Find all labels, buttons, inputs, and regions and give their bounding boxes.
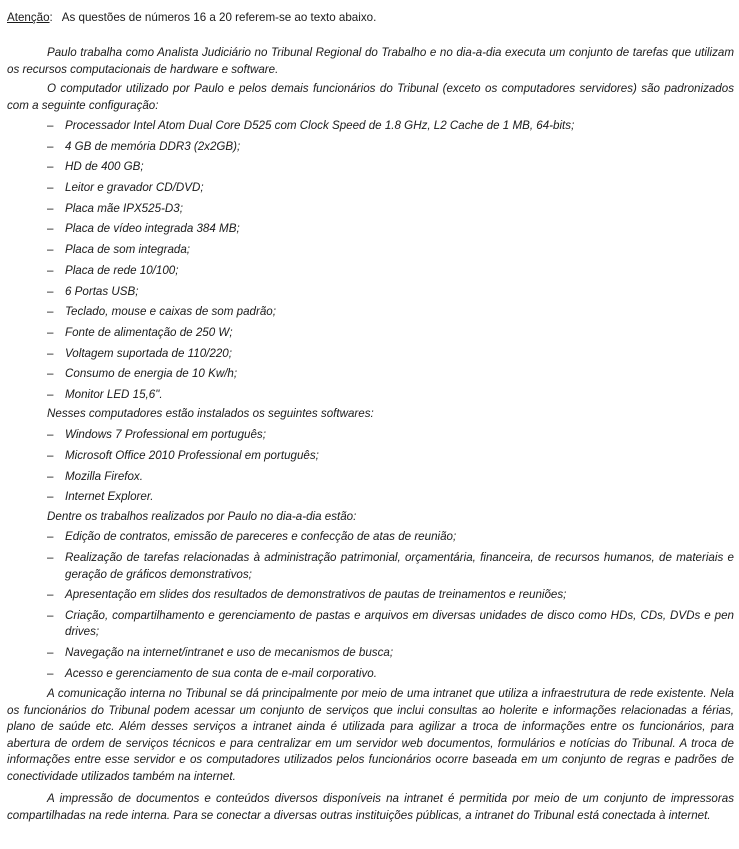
attention-label: Atenção	[7, 11, 50, 24]
list-item: – Placa mãe IPX525-D3;	[7, 201, 734, 218]
list-item: – Placa de vídeo integrada 384 MB;	[7, 221, 734, 238]
passage-body	[7, 45, 734, 824]
tasks-intro: Dentre os trabalhos realizados por Paulo no dia-a-dia estão:	[47, 509, 357, 523]
list-item: – Windows 7 Professional em português;	[7, 427, 734, 444]
paragraph-intranet: A comunicação interna no Tribunal se dá principalmente por meio de uma intranet que utiliza a infraestrutura de rede existente. Nela os funcionários do Tribunal podem acessar um conjunto de serviços que inclui consultas ao holerite e informações relacionadas a férias, plano de saúde etc. Além desses serviços a intranet ainda é utilizada para agilizar a troca de informações entre os funcionários, para abertura de ordem de serviços técnicos e para centralizar em um servidor web documentos, formulários e notícias do Tribunal. A troca de informações entre esse servidor e os computadores utilizados pelos funcionários ocorre baseada em um conjunto de regras e padrões de conectividade utilizados também na internet.	[7, 687, 734, 783]
software-intro: Nesses computadores estão instalados os seguintes softwares:	[47, 407, 374, 421]
list-item: – Consumo de energia de 10 Kw/h;	[7, 366, 734, 383]
list-item: – HD de 400 GB;	[7, 159, 734, 176]
dash-bullet: –	[47, 263, 54, 277]
list-item: – Monitor LED 15,6".	[7, 387, 734, 404]
list-item: – Voltagem suportada de 110/220;	[7, 346, 734, 363]
paragraph-printing: A impressão de documentos e conteúdos diversos disponíveis na intranet é permitida por meio de um conjunto de impressoras compartilhadas na rede interna. Para se conectar a diversas outras instituições públicas, a intranet do Tribunal está conectada à internet.	[7, 792, 734, 822]
dash-bullet: –	[47, 346, 54, 360]
list-item: – Leitor e gravador CD/DVD;	[7, 180, 734, 197]
dash-bullet: –	[47, 588, 54, 602]
dash-bullet: –	[47, 387, 54, 401]
list-item: – Microsoft Office 2010 Professional em português;	[7, 448, 734, 465]
list-item: – Processador Intel Atom Dual Core D525 com Clock Speed de 1.8 GHz, L2 Cache de 1 MB, 64-bits;	[7, 118, 734, 135]
dash-bullet: –	[47, 428, 54, 442]
dash-bullet: –	[47, 201, 54, 215]
dash-bullet: –	[47, 646, 54, 660]
software-list	[7, 427, 734, 506]
dash-bullet: –	[47, 222, 54, 236]
list-item: – Criação, compartilhamento e gerenciamento de pastas e arquivos em diversas unidades de disco como HDs, CDs, DVDs e pen drives;	[47, 608, 734, 639]
dash-bullet: –	[47, 305, 54, 319]
dash-bullet: –	[47, 469, 54, 483]
list-item: – Placa de som integrada;	[7, 242, 734, 259]
hardware-list	[7, 118, 734, 403]
dash-bullet: –	[47, 243, 54, 257]
dash-bullet: –	[47, 608, 54, 622]
list-item: – Fonte de alimentação de 250 W;	[7, 325, 734, 342]
dash-bullet: –	[47, 325, 54, 339]
dash-bullet: –	[47, 530, 54, 544]
list-item: – Realização de tarefas relacionadas à administração patrimonial, orçamentária, financeira, de recursos humanos, de materiais e geração de gráficos demonstrativos;	[47, 551, 734, 581]
attention-note	[7, 10, 734, 26]
list-item: – Mozilla Firefox.	[7, 469, 734, 486]
dash-bullet: –	[47, 181, 54, 195]
paragraph-configuration: O computador utilizado por Paulo e pelos demais funcionários do Tribunal (exceto os computadores servidores) são padronizados com a seguinte configuração:	[7, 82, 734, 112]
attention-text: As questões de números 16 a 20 referem-se ao texto abaixo.	[61, 11, 377, 24]
dash-bullet: –	[47, 139, 54, 153]
list-item: – Acesso e gerenciamento de sua conta de e-mail corporativo.	[7, 666, 734, 683]
dash-bullet: –	[47, 551, 54, 565]
list-item: – Apresentação em slides dos resultados de demonstrativos de pautas de treinamentos e reuniões;	[7, 587, 734, 604]
dash-bullet: –	[47, 666, 54, 680]
list-item: – 6 Portas USB;	[7, 284, 734, 301]
dash-bullet: –	[47, 284, 54, 298]
list-item: – Internet Explorer.	[7, 489, 734, 506]
attention-colon: :	[49, 11, 53, 24]
dash-bullet: –	[47, 119, 54, 132]
dash-bullet: –	[47, 448, 54, 462]
list-item: – 4 GB de memória DDR3 (2x2GB);	[7, 139, 734, 156]
tasks-list	[7, 529, 734, 682]
dash-bullet: –	[47, 160, 54, 174]
list-item: – Placa de rede 10/100;	[7, 263, 734, 280]
list-item: – Navegação na internet/intranet e uso de mecanismos de busca;	[7, 645, 734, 662]
list-item: – Edição de contratos, emissão de pareceres e confecção de atas de reunião;	[7, 529, 734, 546]
list-item: – Teclado, mouse e caixas de som padrão;	[7, 304, 734, 321]
dash-bullet: –	[47, 490, 54, 504]
paragraph-intro: Paulo trabalha como Analista Judiciário no Tribunal Regional do Trabalho e no dia-a-dia executa um conjunto de tarefas que utilizam os recursos computacionais de hardware e software.	[7, 46, 734, 76]
dash-bullet: –	[47, 367, 54, 381]
